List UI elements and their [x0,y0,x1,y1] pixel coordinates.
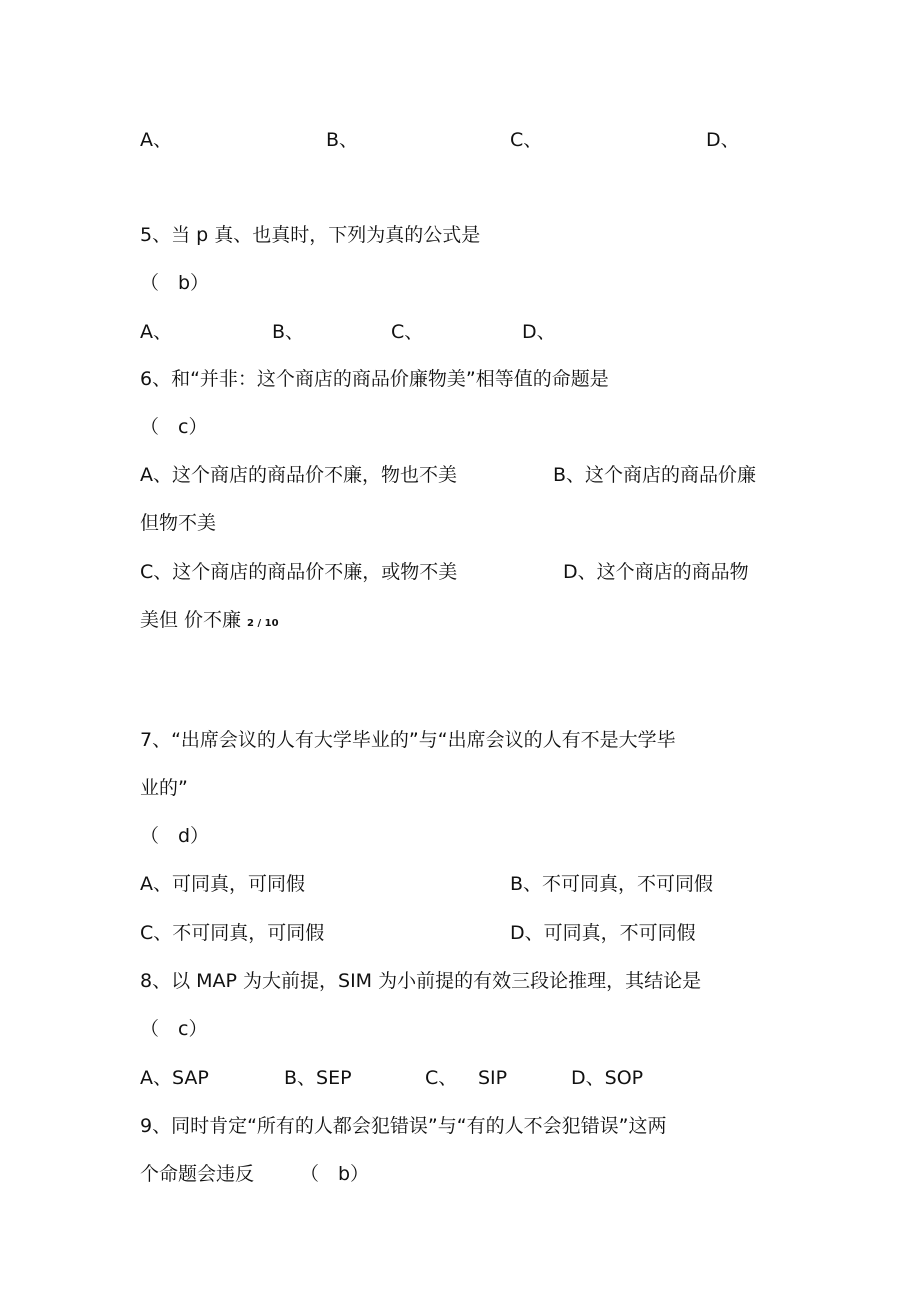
q7-option-d: D、可同真，不可同假 [510,922,696,944]
q7-option-a: A、可同真，可同假 [140,873,305,895]
q8-option-c: C、 [425,1067,458,1089]
q6-option-c: C、这个商店的商品价不廉，或物不美 [140,561,458,583]
q6-option-b-continued: 但物不美 [140,512,217,534]
q7-option-b: B、不可同真，不可同假 [510,873,714,895]
q5-question: 5、当 p 真、也真时，下列为真的公式是 [140,224,481,246]
q7-question-continued: 业的” [140,777,188,799]
q6-option-a: A、这个商店的商品价不廉，物也不美 [140,464,457,486]
q9-answer: （ b） [300,1163,370,1185]
q8-answer: （ c） [140,1018,208,1040]
q8-option-c-value: SIP [478,1067,508,1089]
q4-option-a: A、 [140,129,172,151]
q6-option-d: D、这个商店的商品物 [563,561,749,583]
q7-option-c: C、不可同真，可同假 [140,922,325,944]
q6-answer: （ c） [140,416,208,438]
q9-question-continued: 个命题会违反 [140,1163,255,1185]
q6-question: 6、和“并非：这个商店的商品价廉物美”相等值的命题是 [140,368,609,390]
q5-answer: （ b） [140,272,210,294]
q6-option-d-text: 美但 价不廉 [140,609,242,631]
q6-option-d-continued [140,608,279,636]
q5-option-d: D、 [522,321,556,343]
q8-question: 8、以 MAP 为大前提，SIM 为小前提的有效三段论推理，其结论是 [140,970,702,992]
q5-option-c: C、 [391,321,424,343]
q7-answer: （ d） [140,825,210,847]
q6-option-b: B、这个商店的商品价廉 [553,464,757,486]
q4-option-c: C、 [510,129,543,151]
q8-option-b: B、SEP [284,1067,352,1089]
q4-option-d: D、 [706,129,740,151]
q8-option-d: D、SOP [571,1067,644,1089]
q8-option-a: A、SAP [140,1067,209,1089]
q4-option-b: B、 [326,129,359,151]
page-number: 2 / 10 [247,618,279,629]
q9-question: 9、同时肯定“所有的人都会犯错误”与“有的人不会犯错误”这两 [140,1115,667,1137]
q7-question: 7、“出席会议的人有大学毕业的”与“出席会议的人有不是大学毕 [140,729,676,751]
q5-option-a: A、 [140,321,172,343]
q5-option-b: B、 [272,321,305,343]
